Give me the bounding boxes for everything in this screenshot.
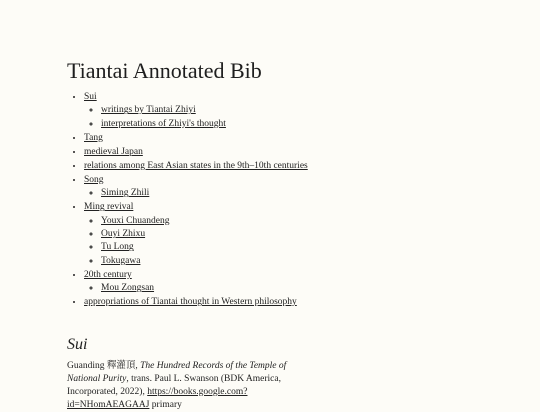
toc-link-ouyi-zhixu[interactable]: Ouyi Zhixu bbox=[101, 229, 146, 240]
toc-link-sui[interactable]: Sui bbox=[84, 92, 97, 102]
toc-link-tang[interactable]: Tang bbox=[84, 132, 103, 143]
entry-work-title: The Hundred Records of the Temple of National Purity bbox=[67, 361, 287, 384]
table-of-contents bbox=[67, 91, 308, 310]
toc-link-siming-zhili[interactable]: Siming Zhili bbox=[101, 188, 150, 199]
toc-link-western-philosophy[interactable]: appropriations of Tiantai thought in Western philosophy bbox=[84, 297, 297, 308]
entry-author: Guanding 釋灌頂, bbox=[67, 361, 141, 371]
toc-subitem bbox=[101, 187, 308, 200]
toc-subitem bbox=[101, 104, 308, 117]
toc-item-western bbox=[84, 296, 308, 309]
toc-link-medieval-japan[interactable]: medieval Japan bbox=[84, 146, 143, 157]
toc-link-sui-interpretations[interactable]: interpretations of Zhiyi's thought bbox=[101, 118, 226, 129]
toc-subitem bbox=[101, 118, 308, 131]
toc-item-tang bbox=[84, 132, 308, 145]
entry-link[interactable]: https://books.google.com?id=NHomAEAGAAJ bbox=[67, 387, 248, 410]
toc-link-tu-long[interactable]: Tu Long bbox=[101, 242, 134, 253]
toc-subitem bbox=[101, 228, 308, 241]
toc-link-20th-century[interactable]: 20th century bbox=[84, 269, 132, 280]
toc-sublist-ming bbox=[84, 215, 308, 269]
toc-item-song bbox=[84, 174, 308, 201]
toc-link-song[interactable]: Song bbox=[84, 174, 104, 185]
entry-tag: primary bbox=[149, 400, 182, 410]
toc-sublist-sui bbox=[84, 104, 308, 131]
toc-sublist-20th bbox=[84, 282, 308, 295]
toc-link-tokugawa[interactable]: Tokugawa bbox=[101, 255, 141, 266]
toc-item-ming-revival bbox=[84, 201, 308, 268]
section-heading-sui: Sui bbox=[67, 336, 88, 353]
toc-item-20th-century bbox=[84, 269, 308, 296]
toc-item-relations bbox=[84, 160, 308, 173]
bibliography-entry bbox=[67, 360, 307, 412]
toc-item-medieval-japan bbox=[84, 146, 308, 159]
toc-link-sui-writings[interactable]: writings by Tiantai Zhiyi bbox=[101, 105, 196, 116]
toc-link-relations[interactable]: relations among East Asian states in the 9th–10th centuries bbox=[84, 160, 308, 171]
toc-link-ming-revival[interactable]: Ming revival bbox=[84, 202, 134, 213]
toc-item-sui bbox=[84, 91, 308, 131]
toc-subitem bbox=[101, 255, 308, 268]
entry-details: , trans. Paul L. Swanson (BDK America, Incorporated, 2022), bbox=[67, 374, 281, 397]
page-title: Tiantai Annotated Bib bbox=[67, 58, 262, 83]
toc-subitem bbox=[101, 241, 308, 254]
toc-subitem bbox=[101, 215, 308, 228]
toc-link-mou-zongsan[interactable]: Mou Zongsan bbox=[101, 283, 155, 294]
toc-subitem bbox=[101, 282, 308, 295]
toc-link-youxi-chuandeng[interactable]: Youxi Chuandeng bbox=[101, 215, 170, 226]
toc-sublist-song bbox=[84, 187, 308, 200]
